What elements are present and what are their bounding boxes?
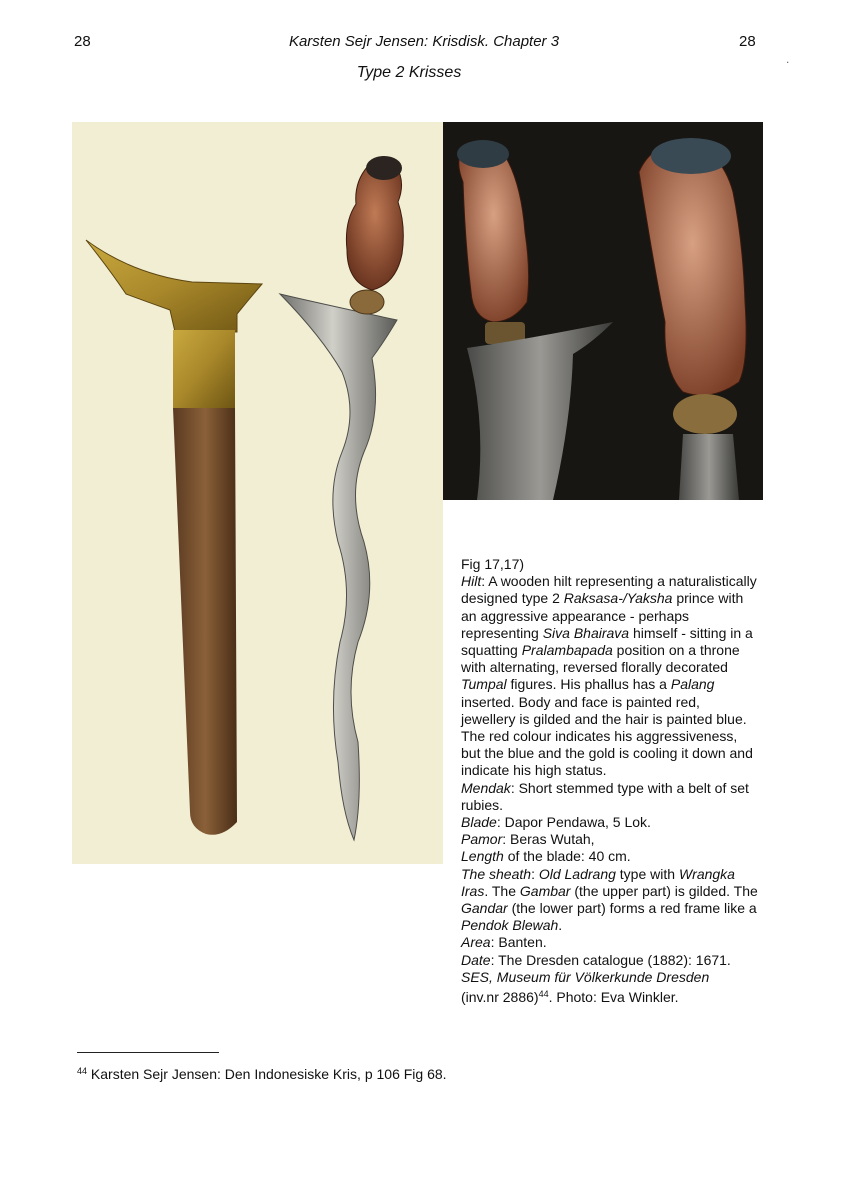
footnote-marker: 44 [77, 1066, 88, 1076]
footnote-rule [77, 1052, 219, 1053]
running-head: Karsten Sejr Jensen: Krisdisk. Chapter 3 [288, 33, 560, 50]
footnote-ref: 44 [538, 989, 549, 1000]
page-number-right: 28 [739, 33, 756, 50]
footnote [77, 1066, 447, 1082]
stray-mark: . [786, 52, 790, 66]
footnote-text: Karsten Sejr Jensen: Den Indonesiske Kris, p 106 Fig 68. [87, 1066, 447, 1082]
hilt-side-hair [651, 138, 731, 174]
photo-hilt-detail [443, 122, 763, 500]
blade-side [679, 434, 739, 500]
hilt-front-hair [457, 140, 509, 168]
hilt-detail-illustration [443, 122, 763, 500]
mendak-side [673, 394, 737, 434]
kris-mendak [350, 290, 384, 314]
photo-kris-and-sheath [72, 122, 443, 864]
page-number-left: 28 [74, 33, 91, 50]
sheath-gilded-stem [173, 330, 235, 408]
figure-caption: Fig 17,17) Hilt: A wooden hilt representing a naturalistically designed type 2 Raksasa-/Yaksha prince with an aggressive appearance - perhaps representing Siva Bhairava himself - sitting in a squatting Pralambapada position on a throne with alternating, reversed florally decorated Tumpal figures. His phallus has a Palang inserted. Body and face is painted red, jewellery is gilded and the hair is painted blue. The red colour indicates his aggressiveness, but the blue and the gold is cooling it down and indicate his high status. Mendak: Short stemmed type with a belt of set rubies. Blade: Dapor Pendawa, 5 Lok. Pamor: Beras Wutah, Length of the blade: 40 cm. The sheath: Old Ladrang type with Wrangka Iras. The Gambar (the upper part) is gilded. The Gandar (the lower part) forms a red frame like a Pendok Blewah. Area: Banten. Date: The Dresden catalogue (1882): 1671. SES, Museum für Völkerkunde Dresden (inv.nr 2886)$^{44}$. Photo: Eva Winkler. [461, 556, 761, 1006]
kris-sheath-illustration [72, 122, 443, 864]
section-title: Type 2 Krisses [356, 64, 462, 81]
kris-hilt-hair [366, 156, 402, 180]
caption-fig-ref: Fig 17,17) [461, 556, 525, 572]
